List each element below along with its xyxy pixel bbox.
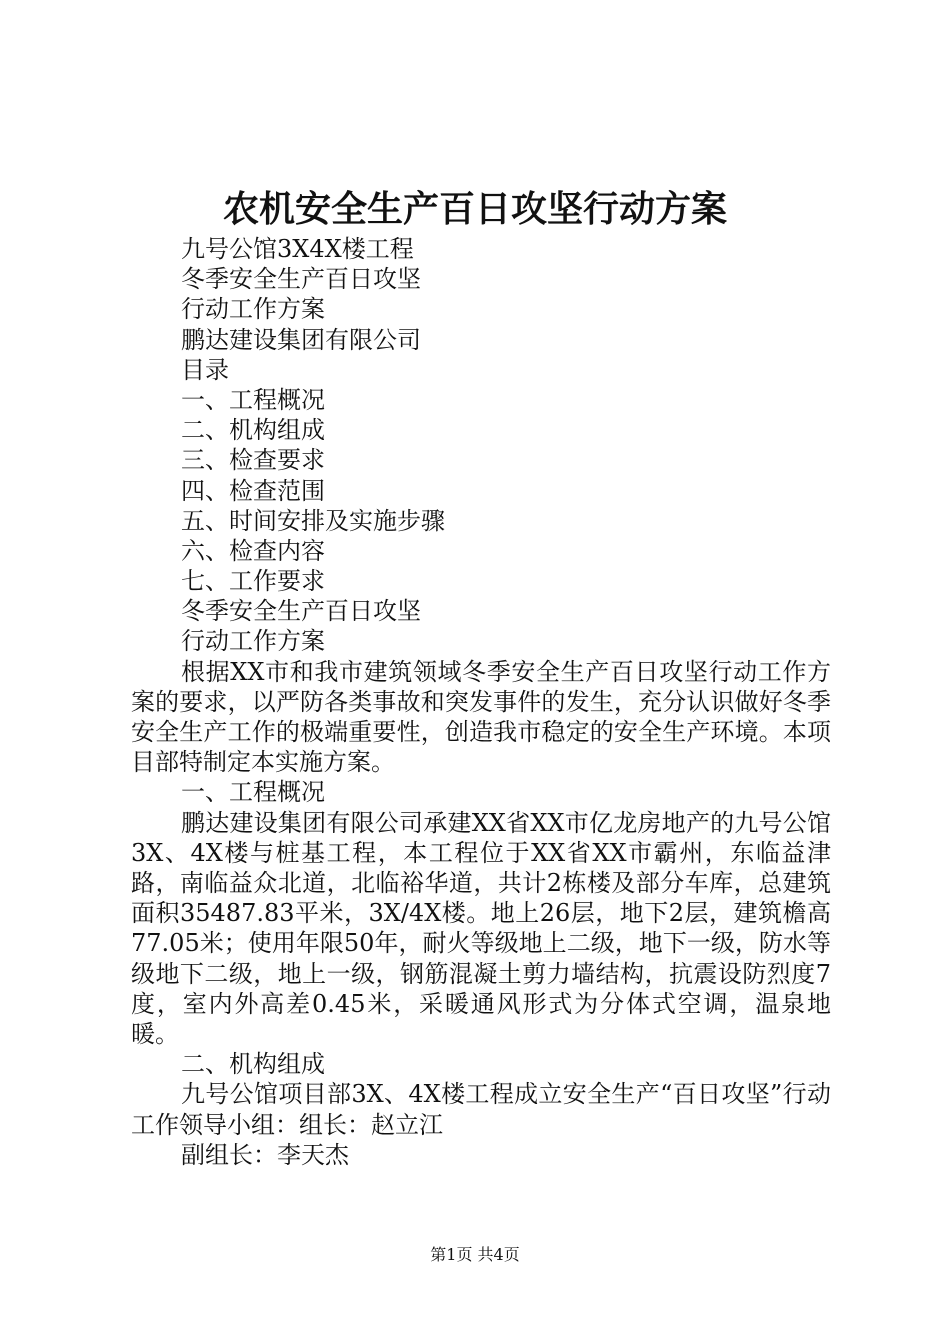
section1-paragraph: 鹏达建设集团有限公司承建XX省XX市亿龙房地产的九号公馆3X、4X楼与桩基工程，本工程位于XX省XX市霸州，东临益津路，南临益众北道，北临裕华道，共计2栋楼及部分车库，总建筑面积35487.83平米，3X/4X楼。地上26层，地下2层，建筑檐高77.05米；使用年限50年，耐火等级地上二级，地下一级，防水等级地下二级，地上一级，钢筋混凝土剪力墙结构，抗震设防烈度7度，室内外高差0.45米，采暖通风形式为分体式空调，温泉地暖。 xyxy=(131,808,831,1049)
toc-item: 六、检查内容 xyxy=(181,536,325,565)
section2-heading: 二、机构组成 xyxy=(181,1050,325,1079)
body-heading-line2: 行动工作方案 xyxy=(181,627,325,656)
document-body xyxy=(131,234,831,1170)
toc-item: 五、时间安排及实施步骤 xyxy=(181,506,445,535)
cover-company: 鹏达建设集团有限公司 xyxy=(181,325,421,354)
section1-heading: 一、工程概况 xyxy=(181,778,325,807)
document-title: 农机安全生产百日攻坚行动方案 xyxy=(222,188,727,230)
section2-paragraph: 九号公馆项目部3X、4X楼工程成立安全生产“百日攻坚”行动工作领导小组：组长：赵立江 xyxy=(131,1080,831,1139)
intro-paragraph: 根据XX市和我市建筑领域冬季安全生产百日攻坚行动工作方案的要求，以严防各类事故和突发事件的发生，充分认识做好冬季安全生产工作的极端重要性，创造我市稳定的安全生产环境。本项目部特制定本实施方案。 xyxy=(131,657,831,777)
cover-project: 九号公馆3X4X楼工程 xyxy=(181,235,414,263)
toc-item: 七、工作要求 xyxy=(181,567,325,596)
toc-item: 一、工程概况 xyxy=(181,385,325,414)
cover-heading-line1: 冬季安全生产百日攻坚 xyxy=(181,265,421,294)
section2-deputy: 副组长：李天杰 xyxy=(181,1140,349,1169)
page-number: 第1页 共4页 xyxy=(430,1245,520,1264)
toc-item: 四、检查范围 xyxy=(181,476,325,505)
cover-heading-line2: 行动工作方案 xyxy=(181,295,325,324)
toc-item: 三、检查要求 xyxy=(181,446,325,475)
body-heading-line1: 冬季安全生产百日攻坚 xyxy=(181,597,421,626)
toc-item: 二、机构组成 xyxy=(181,416,325,445)
toc-label: 目录 xyxy=(181,355,229,384)
